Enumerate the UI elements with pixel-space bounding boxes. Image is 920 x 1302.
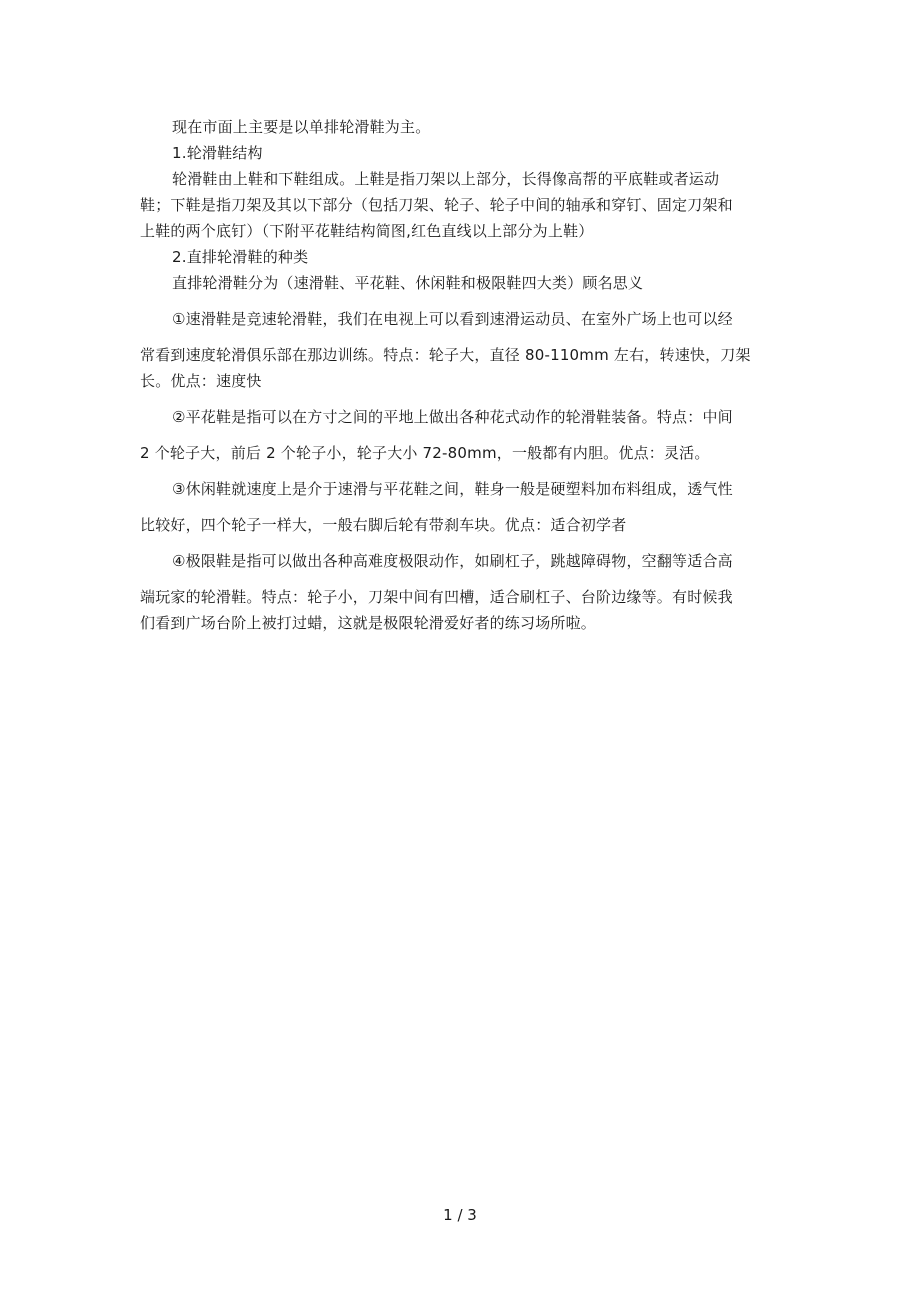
- paragraph-structure-line-3: 上鞋的两个底钉）（下附平花鞋结构简图,红色直线以上部分为上鞋）: [140, 222, 594, 240]
- paragraph-types-intro: 直排轮滑鞋分为（速滑鞋、平花鞋、休闲鞋和极限鞋四大类）顾名思义: [172, 274, 644, 292]
- paragraph-extreme-line-3: 们看到广场台阶上被打过蜡，这就是极限轮滑爱好者的练习场所啦。: [140, 614, 597, 632]
- paragraph-flat-line-2: 2 个轮子大，前后 2 个轮子小，轮子大小 72-80mm，一般都有内胆。优点：灵活。: [140, 444, 710, 462]
- paragraph-extreme-line-2: 端玩家的轮滑鞋。特点：轮子小，刀架中间有凹槽，适合刷杠子、台阶边缘等。有时候我: [140, 588, 733, 606]
- paragraph-speed-line-2: 常看到速度轮滑俱乐部在那边训练。特点：轮子大，直径 80-110mm 左右，转速快，刀架: [140, 346, 751, 364]
- paragraph-casual-line-1: ③休闲鞋就速度上是介于速滑与平花鞋之间，鞋身一般是硬塑料加布料组成，透气性: [172, 480, 733, 498]
- paragraph-extreme-line-1: ④极限鞋是指可以做出各种高难度极限动作，如刷杠子，跳越障碍物，空翻等适合高: [172, 552, 733, 570]
- paragraph-intro: 现在市面上主要是以单排轮滑鞋为主。: [172, 118, 431, 136]
- paragraph-casual-line-2: 比较好，四个轮子一样大，一般右脚后轮有带刹车块。优点：适合初学者: [140, 516, 627, 534]
- paragraph-speed-line-3: 长。优点：速度快: [140, 372, 262, 390]
- paragraph-structure-line-2: 鞋；下鞋是指刀架及其以下部分（包括刀架、轮子、轮子中间的轴承和穿钉、固定刀架和: [140, 196, 733, 214]
- page-number: 1 / 3: [443, 1206, 477, 1224]
- section-heading-structure: 1.轮滑鞋结构: [172, 144, 263, 162]
- paragraph-structure-line-1: 轮滑鞋由上鞋和下鞋组成。上鞋是指刀架以上部分，长得像高帮的平底鞋或者运动: [172, 170, 720, 188]
- paragraph-speed-line-1: ①速滑鞋是竞速轮滑鞋，我们在电视上可以看到速滑运动员、在室外广场上也可以经: [172, 310, 733, 328]
- section-heading-types: 2.直排轮滑鞋的种类: [172, 248, 309, 266]
- document-body: [140, 116, 780, 634]
- paragraph-flat-line-1: ②平花鞋是指可以在方寸之间的平地上做出各种花式动作的轮滑鞋装备。特点：中间: [172, 408, 733, 426]
